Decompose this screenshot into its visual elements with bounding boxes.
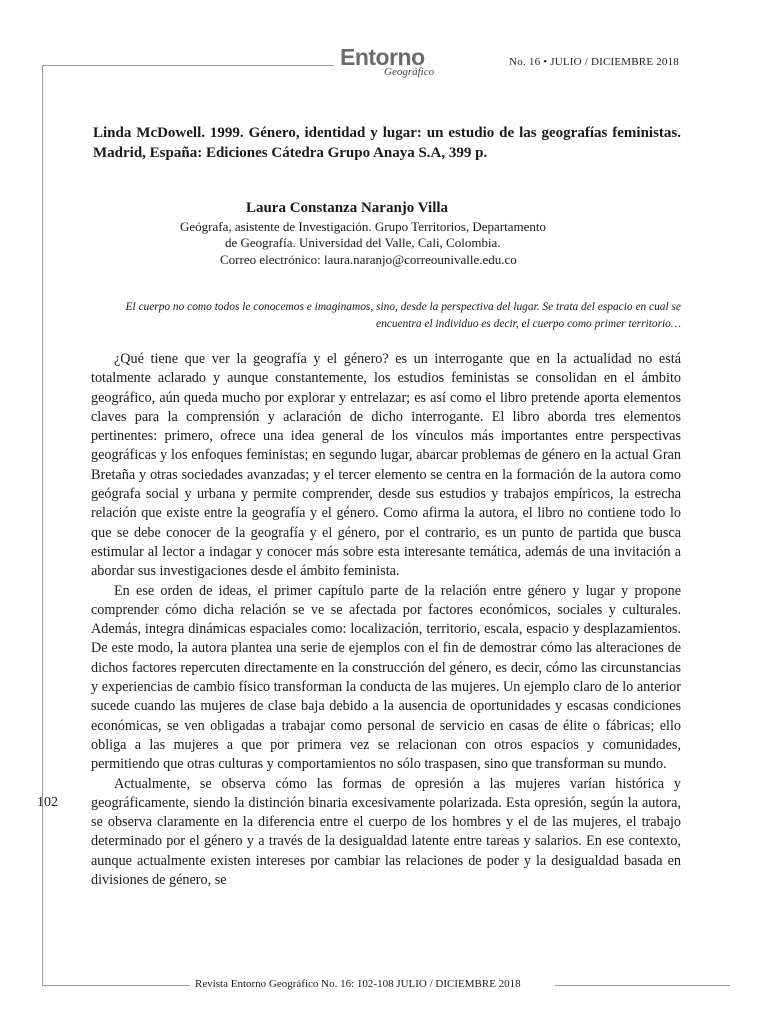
author-affiliation-line2: de Geografía. Universidad del Valle, Cali, Colombia. [225, 235, 501, 250]
body-paragraph: Actualmente, se observa cómo las formas de opresión a las mujeres varían histórica y geográficamente, siendo la distinción binaria excesivamente polarizada. Esta opresión, según la autora, se observa claramente en la diferencia entre el cuerpo de los hombres y el de las mujeres, el trabajo determinado por el género y a través de la desigualdad latente entre tareas y salarios. En ese contexto, aunque actualmente existen intereses por cambiar las relaciones de poder y la desigualdad basada en divisiones de género, se [91, 775, 681, 889]
footer-rule-right [555, 985, 730, 986]
issue-info: No. 16 • JULIO / DICIEMBRE 2018 [509, 56, 679, 68]
footer-rule-left [42, 985, 190, 986]
epigraph: El cuerpo no como todos le conocemos e imaginamos, sino, desde la perspectiva del lugar. Se trata del espacio en cual se encuentra el individuo es decir, el cuerpo como primer territorio… [125, 301, 681, 330]
journal-logo [340, 46, 434, 78]
logo-main-text: Entorno [340, 44, 425, 70]
author-affiliation-line1: Geógrafa, asistente de Investigación. Grupo Territorios, Departamento [180, 219, 546, 234]
footer-citation: Revista Entorno Geográfico No. 16: 102-108 JULIO / DICIEMBRE 2018 [195, 978, 521, 990]
author-name: Laura Constanza Naranjo Villa [245, 200, 449, 216]
header-rule [42, 65, 334, 66]
article-body [91, 350, 681, 890]
logo-sub-text: Geográfico [384, 66, 435, 78]
page-number: 102 [37, 795, 58, 810]
margin-rule-vertical [42, 65, 43, 985]
body-paragraph: ¿Qué tiene que ver la geografía y el género? es un interrogante que en la actualidad no está totalmente aclarado y aunque constantemente, los estudios feministas se consolidan en el ámbito geográfico, aún queda mucho por explorar y entrelazar; es así como el libro pretende aporta elementos claves para la comprensión y aclaración de dicho interrogante. El libro aborda tres elementos pertinentes: primero, ofrece una idea general de los vínculos más importantes entre perspectivas geográficas y los enfoques feministas; en segundo lugar, abarcar problemas de género en la actual Gran Bretaña y otras sociedades avanzadas; y el tercer elemento se centra en la formación de la autora como geógrafa social y urbana y permite comprender, desde sus estudios y trabajos empíricos, la estrecha relación que existe entre la geografía y el género. Como afirma la autora, el libro no contiene todo lo que se debe conocer de la geografía y el género, por el contrario, es un punto de partida que busca estimular al lector a indagar y conocer más sobre esta interesante temática, además de una invitación a abordar sus investigaciones desde el ámbito feminista. [91, 351, 681, 580]
body-paragraph: En ese orden de ideas, el primer capítulo parte de la relación entre género y lugar y propone comprender cómo dicha relación se ve se afectada por factores económicos, sociales y culturales. Además, integra dinámicas espaciales como: localización, territorio, escala, espacio y desplazamientos. De este modo, la autora plantea una serie de ejemplos con el fin de demostrar cómo las alteraciones de dichos factores repercuten directamente en la construcción del género, es decir, cómo las circunstancias y experiencias de cambio físico transforman la conducta de las mujeres. Un ejemplo claro de lo anterior sucede cuando las mujeres de clase baja debido a la ausencia de oportunidades y escasas condiciones económicas, se ven obligadas a trabajar como personal de servicio en casas de élite o fábricas; ello obliga a las mujeres a que por primera vez se relacionan con otros espacios y comunidades, permitiendo que otras culturas y comportamientos no sólo traspasen, sino que transforman su mundo. [91, 582, 681, 773]
review-title: Linda McDowell. 1999. Género, identidad y lugar: un estudio de las geografías feministas. Madrid, España: Ediciones Cátedra Grupo Anaya S.A, 399 p. [93, 125, 681, 161]
author-email: Correo electrónico: laura.naranjo@correounivalle.edu.co [220, 252, 517, 267]
